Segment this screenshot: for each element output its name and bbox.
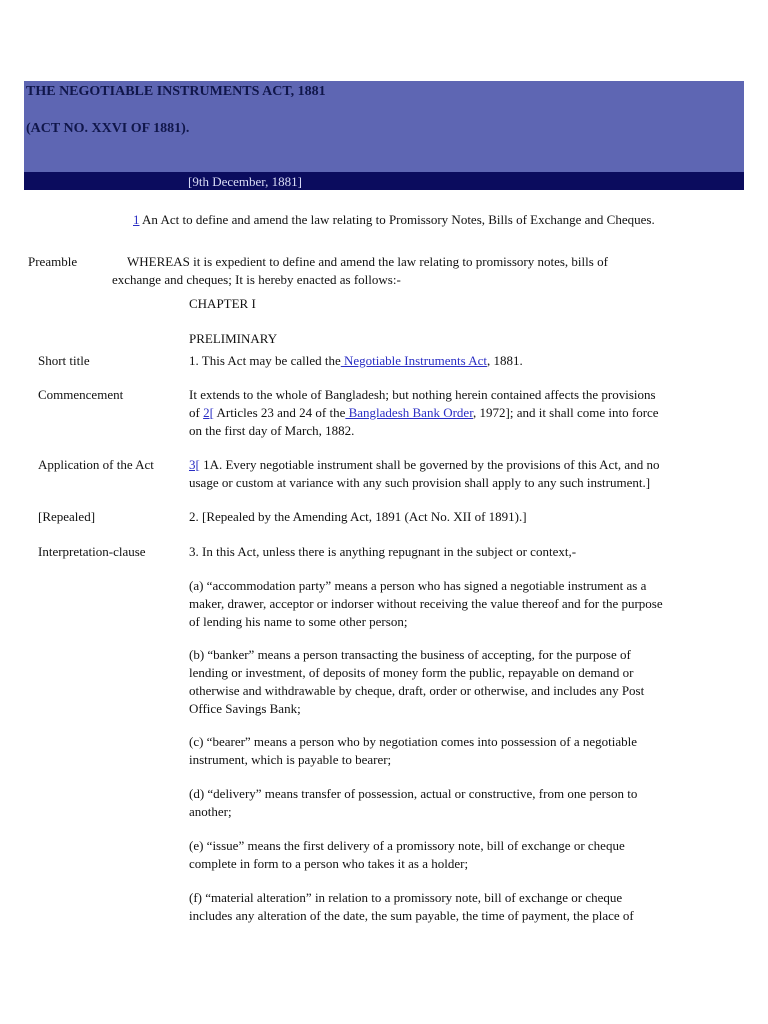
clause-c-line-1: (c) “bearer” means a person who by negotiation comes into possession of a negotiable — [189, 734, 637, 749]
clause-b-line-3: otherwise and withdrawable by cheque, draft, order or otherwise, and includes any Post — [189, 683, 645, 698]
footnote-link-3[interactable]: 3[ — [189, 457, 200, 472]
chapter-number: CHAPTER I — [189, 296, 256, 311]
clause-f-line-1: (f) “material alteration” in relation to a promissory note, bill of exchange or cheque — [189, 890, 623, 905]
interpretation-label: Interpretation-clause — [38, 544, 146, 559]
clause-c-line-2: instrument, which is payable to bearer; — [189, 752, 392, 767]
application-line-1: 3[ 1A. Every negotiable instrument shall be governed by the provisions of this Act, and no — [189, 457, 660, 472]
application-line-2: usage or custom at variance with any such provision shall apply to any such instrument.] — [189, 475, 651, 490]
clause-b-line-2: lending or investment, of deposits of money form the public, repayable on demand or — [189, 665, 634, 680]
preamble-line-1: WHEREAS it is expedient to define and amend the law relating to promissory notes, bills of — [127, 254, 608, 269]
clause-b-line-4: Office Savings Bank; — [189, 701, 301, 716]
intro-text: An Act to define and amend the law relating to Promissory Notes, Bills of Exchange and Cheques. — [139, 212, 655, 227]
commencement-label: Commencement — [38, 387, 124, 402]
preamble-line-2: exchange and cheques; It is hereby enacted as follows:- — [112, 272, 401, 287]
footnote-link-2[interactable]: 2[ — [203, 405, 214, 420]
clause-e-line-1: (e) “issue” means the first delivery of a promissory note, bill of exchange or cheque — [189, 838, 625, 853]
negotiable-instruments-act-link[interactable]: Negotiable Instruments Act — [340, 353, 487, 368]
application-label: Application of the Act — [38, 457, 154, 472]
repealed-label: [Repealed] — [38, 509, 96, 524]
commencement-line-3: on the first day of March, 1882. — [189, 423, 355, 438]
repealed-text: 2. [Repealed by the Amending Act, 1891 (Act No. XII of 1891).] — [189, 509, 527, 524]
act-date: [9th December, 1881] — [188, 174, 302, 189]
act-number: (ACT NO. XXVI OF 1881). — [26, 121, 190, 136]
bangladesh-bank-order-link[interactable]: Bangladesh Bank Order — [345, 405, 473, 420]
clause-a-line-3: of lending his name to some other person; — [189, 614, 408, 629]
commencement-line-2: of 2[ Articles 23 and 24 of the Bangladesh Bank Order, 1972]; and it shall come into force — [189, 405, 659, 420]
interpretation-intro: 3. In this Act, unless there is anything repugnant in the subject or context,- — [189, 544, 577, 559]
clause-d-line-2: another; — [189, 804, 232, 819]
footnote-link-1[interactable]: 1 — [133, 212, 140, 227]
clause-b-line-1: (b) “banker” means a person transacting the business of accepting, for the purpose of — [189, 647, 631, 662]
clause-e-line-2: complete in form to a person who takes it as a holder; — [189, 856, 469, 871]
chapter-name: PRELIMINARY — [189, 331, 278, 346]
clause-f-line-2: includes any alteration of the date, the sum payable, the time of payment, the place of — [189, 908, 634, 923]
clause-a-line-2: maker, drawer, acceptor or indorser without receiving the value thereof and for the purpose — [189, 596, 663, 611]
commencement-line-1: It extends to the whole of Bangladesh; but nothing herein contained affects the provisions — [189, 387, 656, 402]
short-title-text: 1. This Act may be called the Negotiable Instruments Act, 1881. — [189, 353, 523, 368]
preamble-label: Preamble — [28, 254, 78, 269]
date-band — [24, 172, 744, 190]
clause-d-line-1: (d) “delivery” means transfer of possession, actual or constructive, from one person to — [189, 786, 638, 801]
title-band — [24, 81, 744, 172]
short-title-label: Short title — [38, 353, 90, 368]
act-title: THE NEGOTIABLE INSTRUMENTS ACT, 1881 — [26, 84, 326, 99]
intro-line — [133, 211, 655, 229]
clause-a-line-1: (a) “accommodation party” means a person who has signed a negotiable instrument as a — [189, 578, 647, 593]
